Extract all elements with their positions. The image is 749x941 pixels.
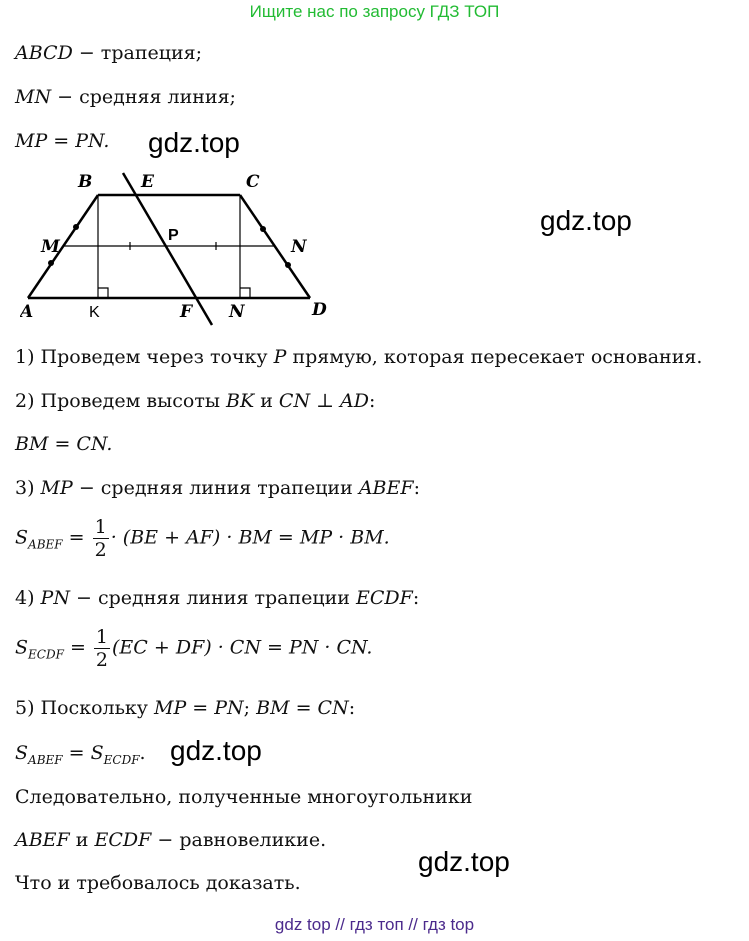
text: 5) Поскольку	[15, 697, 155, 719]
tick-dot	[260, 226, 266, 232]
math: CN ⊥ AD	[278, 390, 369, 412]
label-b: B	[78, 172, 93, 192]
text: − трапеция;	[72, 42, 202, 64]
formula-area-abef	[15, 516, 390, 561]
step-4	[15, 587, 419, 609]
text: − средняя линия трапеции	[72, 477, 359, 499]
math: PN	[40, 587, 70, 609]
label-n-base: N	[229, 302, 245, 322]
math: BM = CN.	[15, 433, 113, 455]
text: :	[348, 697, 356, 719]
conclusion-3: Что и требовалось доказать.	[15, 872, 301, 894]
text: ;	[243, 697, 257, 719]
label-e: E	[141, 172, 154, 192]
math-abcd: ABCD	[15, 42, 73, 64]
text: − средняя линия трапеции	[69, 587, 356, 609]
math: ECDF	[94, 829, 152, 851]
numerator: 1	[94, 516, 107, 538]
text: .	[139, 742, 146, 764]
watermark: gdz.top	[540, 205, 632, 236]
step-2-result	[15, 433, 112, 455]
text: и	[254, 390, 279, 412]
math: ECDF	[355, 587, 413, 609]
label-a: A	[20, 302, 34, 322]
label-p: P	[168, 227, 179, 244]
formula-area-ecdf	[15, 626, 372, 671]
math: P	[273, 346, 287, 368]
math: MP	[40, 477, 73, 499]
math: =	[63, 636, 92, 659]
watermark: gdz.top	[418, 846, 510, 877]
math: =	[62, 526, 91, 549]
label-d: D	[312, 300, 327, 320]
math: S	[90, 742, 104, 764]
label-m: M	[41, 237, 60, 257]
given-line-3	[15, 130, 109, 152]
text: :	[369, 390, 376, 412]
math: BK	[226, 390, 255, 412]
math: (EC + DF) · CN = PN · CN.	[112, 636, 373, 659]
given-line-1	[15, 42, 202, 64]
fraction-half	[93, 516, 109, 561]
header-banner: Ищите нас по запросу ГДЗ ТОП	[249, 2, 500, 21]
label-f: F	[180, 302, 193, 322]
step-3	[15, 477, 420, 499]
math-mn: MN	[15, 86, 52, 108]
text: прямую, которая пересекает основания.	[286, 346, 703, 368]
right-angle-k	[98, 288, 108, 298]
given-line-2	[15, 86, 236, 108]
text: и	[69, 829, 95, 851]
right-angle-n	[240, 288, 250, 298]
text: :	[412, 587, 420, 609]
tick-dot	[48, 260, 54, 266]
conclusion-2	[15, 829, 326, 851]
denominator: 2	[95, 649, 109, 671]
label-c: C	[246, 172, 260, 192]
step-2	[15, 390, 375, 412]
trapezoid-figure	[20, 165, 340, 335]
subscript: ABEF	[28, 537, 63, 552]
watermark: gdz.top	[148, 127, 240, 158]
tick-dot	[285, 262, 291, 268]
conclusion-1: Следовательно, полученные многоугольники	[15, 786, 473, 808]
math: S	[15, 636, 29, 659]
label-k: K	[89, 304, 100, 321]
math: · (BE + AF) · BM = MP · BM.	[110, 526, 390, 549]
text: − средняя линия;	[51, 86, 236, 108]
math: ABEF	[15, 829, 70, 851]
text: 1) Проведем через точку	[15, 346, 274, 368]
math: ABEF	[358, 477, 414, 499]
step-1	[15, 346, 702, 368]
math: =	[62, 742, 91, 764]
text: 3)	[15, 477, 41, 499]
math: MP = PN	[154, 697, 244, 719]
step-5	[15, 697, 355, 719]
text: :	[413, 477, 420, 499]
denominator: 2	[94, 539, 107, 561]
tick-dot	[73, 224, 79, 230]
formula-equal-areas	[15, 742, 146, 767]
watermark: gdz.top	[170, 735, 262, 766]
numerator: 1	[95, 626, 109, 648]
text: 4)	[15, 587, 41, 609]
subscript: ECDF	[103, 752, 140, 767]
math: BM = CN	[256, 697, 349, 719]
fraction-half	[94, 626, 110, 671]
subscript: ECDF	[28, 647, 64, 662]
label-n-side: N	[291, 237, 307, 257]
footer-links: gdz top // гдз топ // гдз top	[274, 915, 475, 934]
text: 2) Проведем высоты	[15, 390, 226, 412]
subscript: ABEF	[28, 752, 63, 767]
math-mp-pn: MP = PN.	[15, 130, 110, 152]
text: − равновеликие.	[151, 829, 327, 851]
math: S	[15, 526, 29, 549]
math: S	[15, 742, 29, 764]
